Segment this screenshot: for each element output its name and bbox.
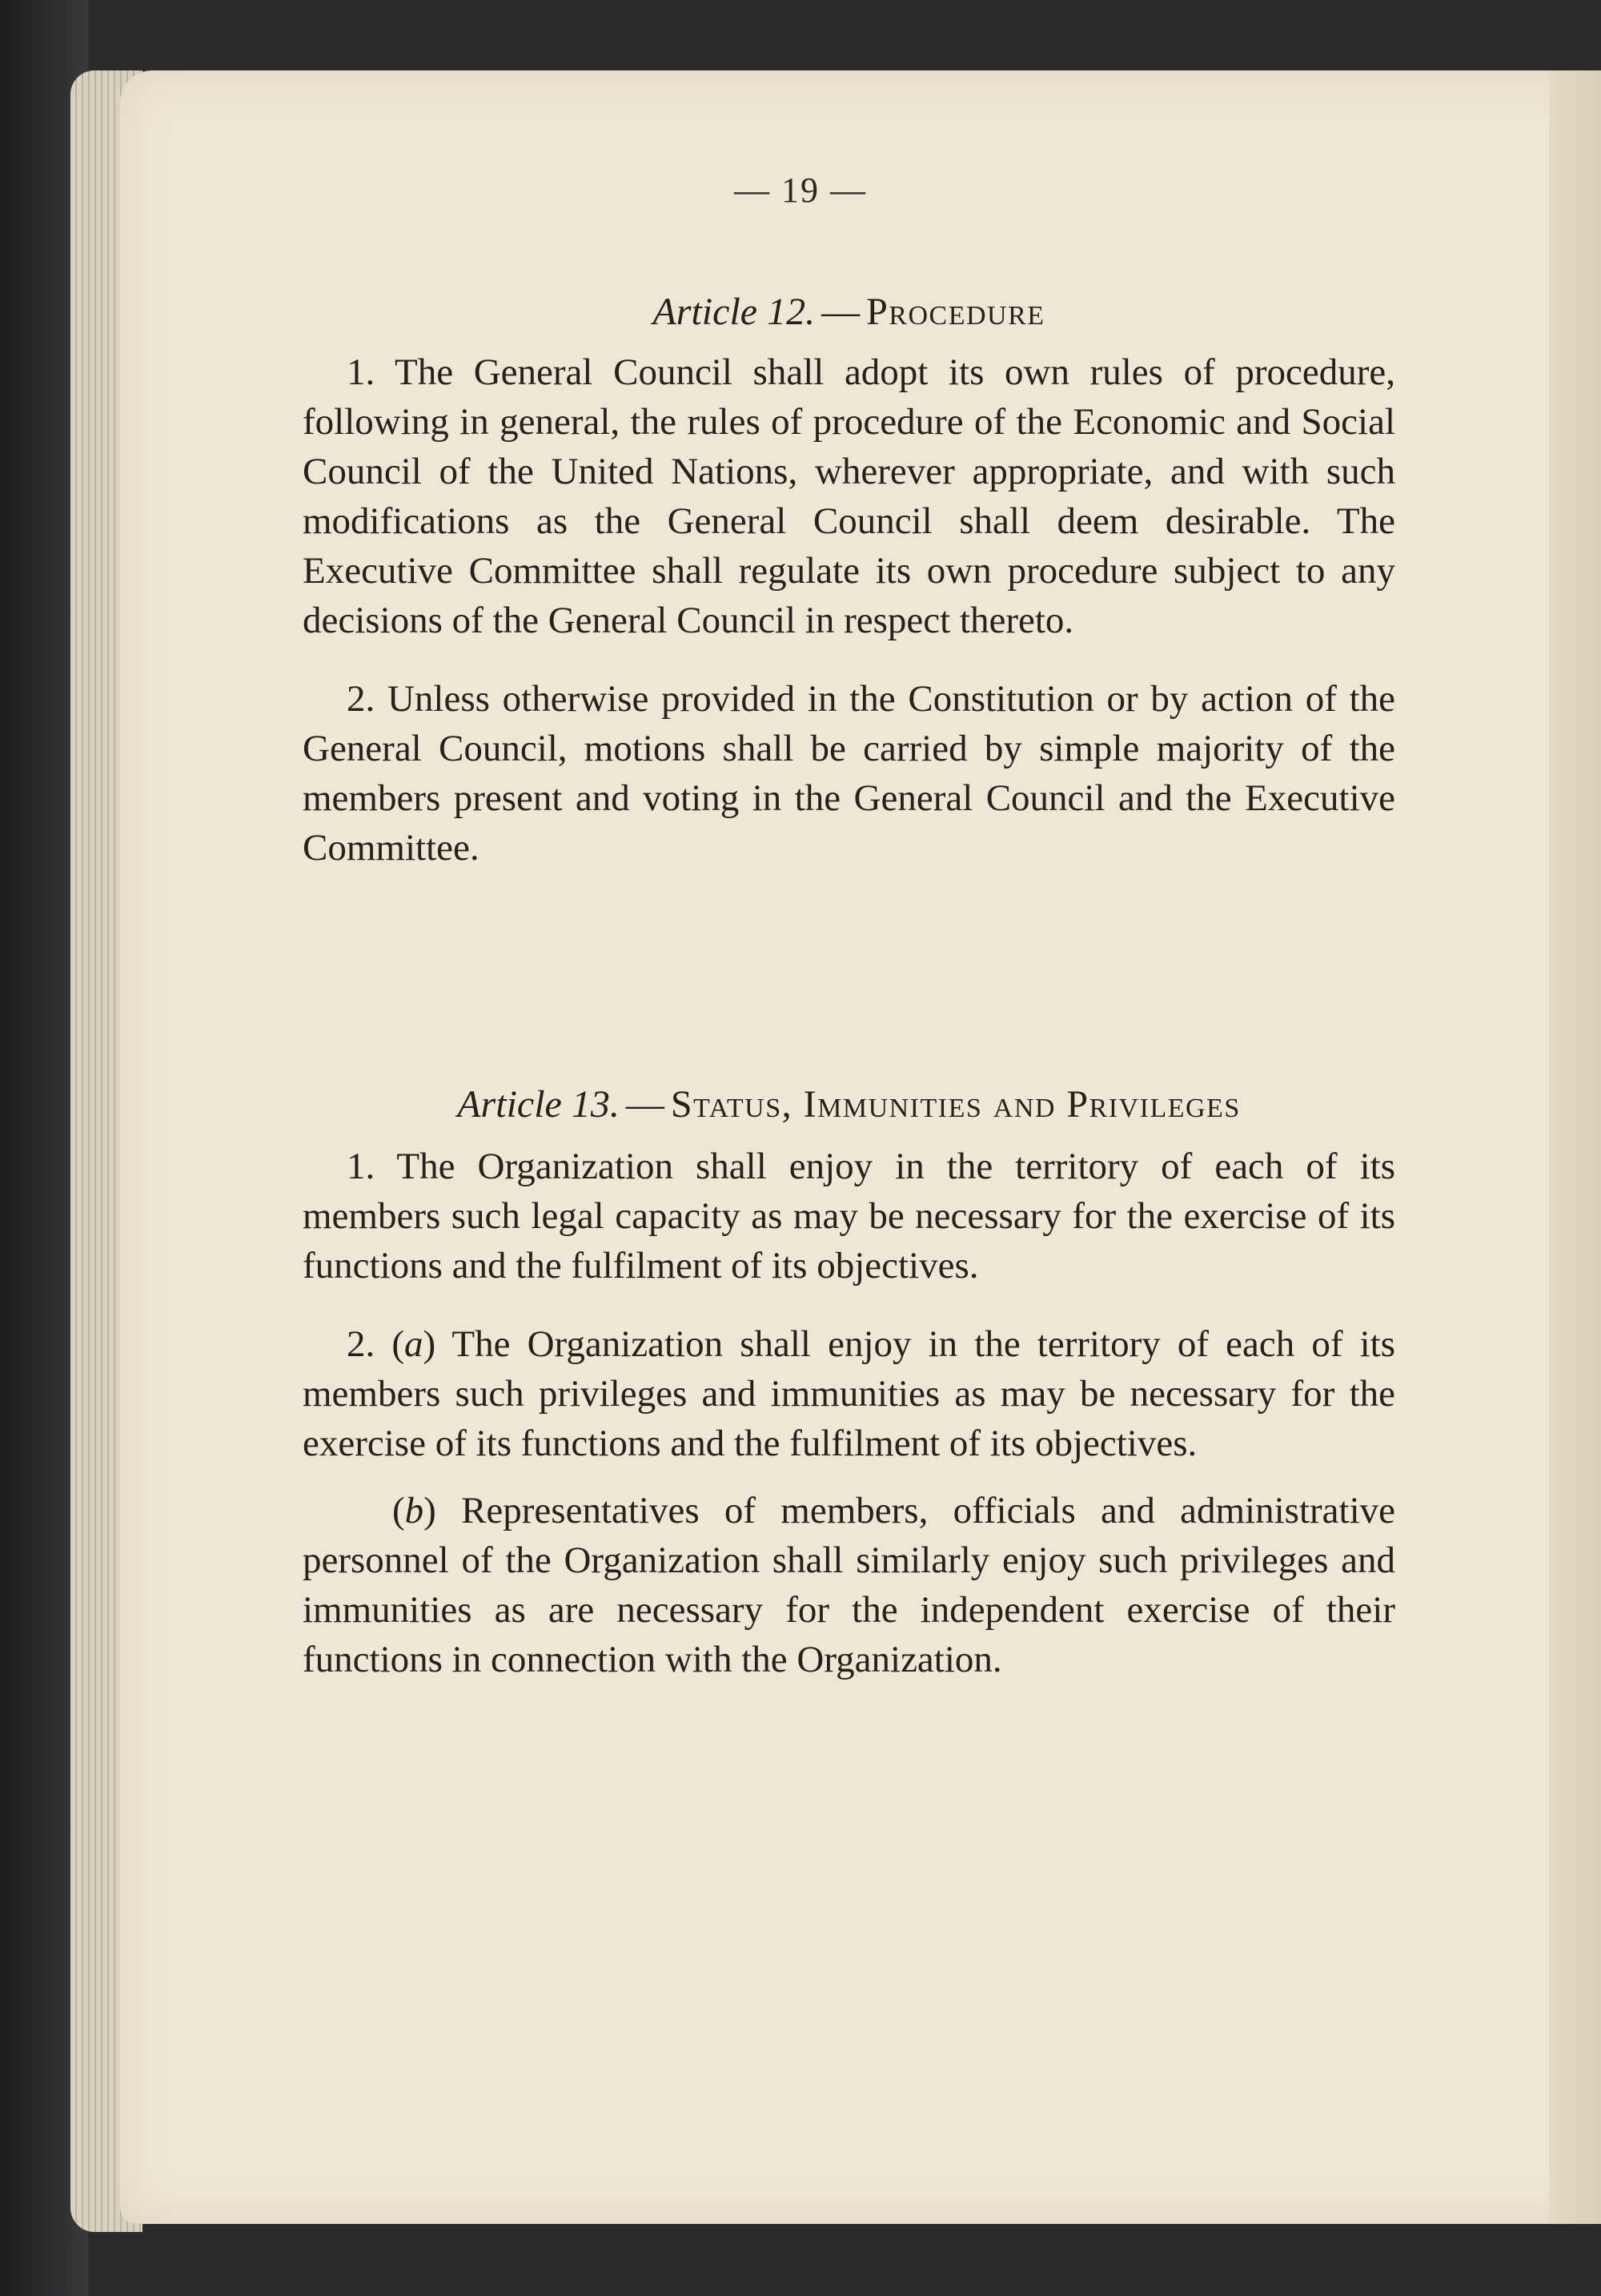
article-13-label: Article 13. [457, 1083, 620, 1126]
article-13-paragraph-2a [303, 1319, 1395, 1468]
item-2b-prefix: ( [392, 1490, 405, 1531]
item-2b-text: Representatives of members, officials and administrative personnel of the Organization shall similarly enjoy such privileges and immunities as are necessary for the independent exercise of their functions in connection with the Organization. [303, 1490, 1395, 1680]
item-2b-suffix: ) [423, 1490, 436, 1531]
item-2b-letter: b [404, 1490, 424, 1531]
article-12-heading [303, 288, 1395, 336]
right-page-edge [1549, 70, 1601, 2224]
page-number: — 19 — [734, 171, 867, 210]
item-2a-prefix: 2. ( [347, 1323, 405, 1365]
article-12-paragraph-1: 1. The General Council shall adopt its own rules of procedure, following in general, the rules of procedure of the Economic and Social Council of the United Nations, wherever appropriate, and with such modifications as the General Council shall deem desirable. The Executive Committee shall regulate its own procedure subject to any decisions of the General Council in respect thereto. [303, 351, 1395, 641]
article-13-heading [303, 1081, 1395, 1129]
item-2a-letter: a [404, 1323, 423, 1365]
article-12-dash: — [821, 291, 861, 333]
article-13-dash: — [625, 1083, 664, 1126]
article-12 [303, 288, 1395, 873]
article-13-paragraph-1: 1. The Organization shall enjoy in the territory of each of its members such legal capacity as may be necessary for the exercise of its functions and the fulfilment of its objectives. [303, 1146, 1395, 1286]
article-13 [303, 1081, 1395, 1684]
article-13-paragraph-2b [303, 1486, 1395, 1684]
article-12-paragraph-2: 2. Unless otherwise provided in the Constitution or by action of the General Council, motions shall be carried by simple majority of the members present and voting in the General Council and the Executive Committee. [303, 678, 1395, 869]
article-12-title: Procedure [866, 291, 1045, 333]
item-2a-suffix: ) [423, 1323, 436, 1365]
article-13-title: Status, Immunities and Privileges [670, 1083, 1241, 1126]
item-2a-text: The Organization shall enjoy in the territory of each of its members such privileges and immunities as may be necessary for the exercise of its functions and the fulfilment of its objectives. [303, 1323, 1395, 1464]
article-12-label: Article 12. [652, 291, 816, 333]
